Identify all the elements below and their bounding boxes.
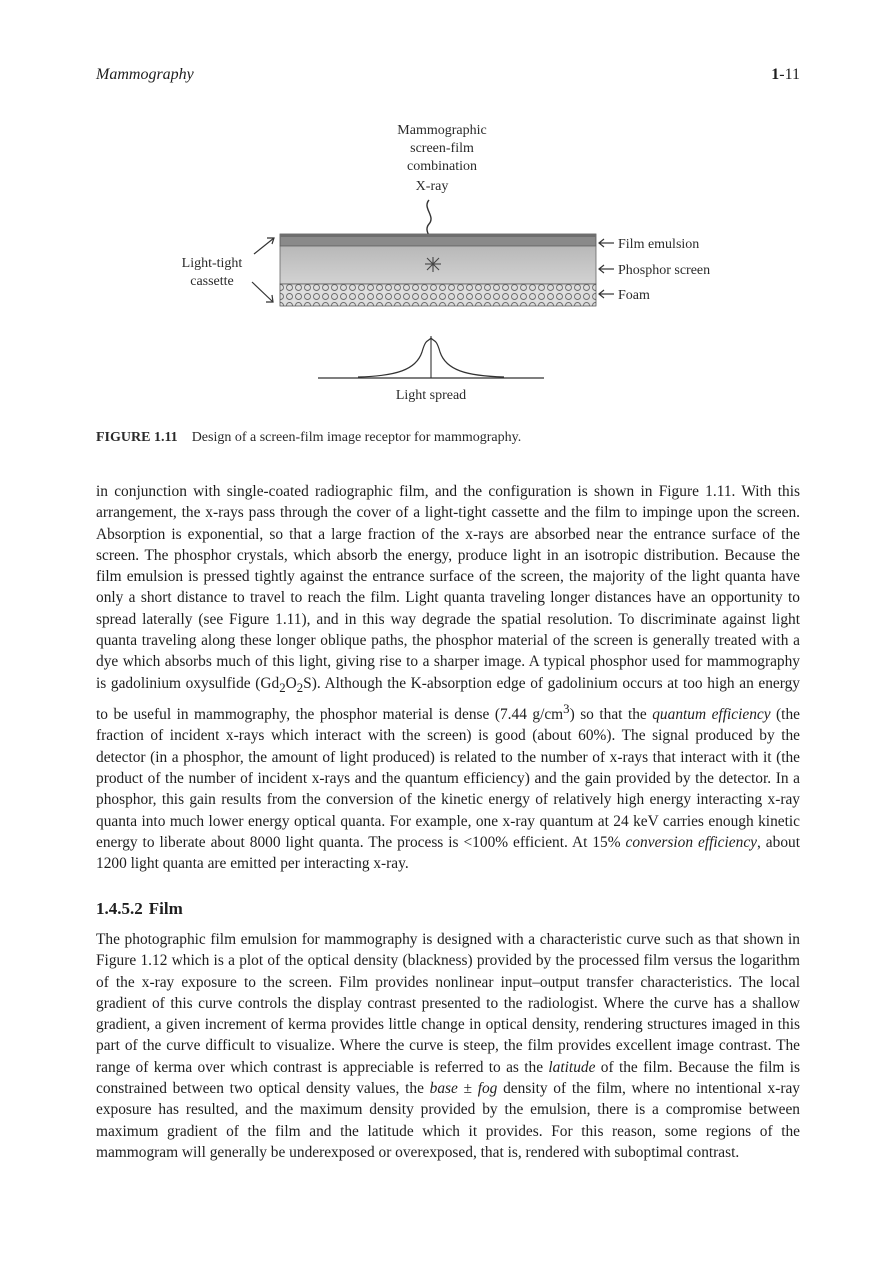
label-xray: X-ray <box>415 179 449 194</box>
label-screen-film-combination: Mammographic screen-film combination <box>397 123 487 174</box>
label-foam: Foam <box>618 288 650 303</box>
figure-1-11 <box>96 112 800 452</box>
label-light-spread: Light spread <box>395 388 467 403</box>
page-number <box>771 66 800 84</box>
cassette-pointer-top <box>254 238 274 254</box>
label-light-tight-cassette: Light-tight cassette <box>181 256 243 289</box>
page-chapter: 1 <box>771 66 780 83</box>
section-number: 1.4.5.2 <box>96 899 143 918</box>
term-quantum-efficiency: quantum efficiency <box>652 706 771 724</box>
label-film-emulsion: Film emulsion <box>618 237 700 252</box>
foam-layer <box>280 284 596 306</box>
figure-caption <box>96 430 800 446</box>
running-head <box>96 66 800 88</box>
section-title: Film <box>148 899 183 918</box>
caption-text: Design of a screen-film image receptor for mammography. <box>191 430 522 445</box>
label-phosphor-screen: Phosphor screen <box>618 263 711 278</box>
body-paragraph-2: The photographic film emulsion for mammography is designed with a characteristic curve such as that shown in Figure 1.12 which is a plot of the optical density (blackness) provided by the processed film versus the logarithm of the x-ray exposure to the screen. Film provides nonlinear input–output transfer characteristics. The local gradient of this curve controls the display contrast presented to the radiologist. Where the curve has a shallow gradient, a given increment of kerma provides little change in optical density, rendering structures imaged in this part of the curve difficult to visualize. Where the curve is steep, the film provides excellent image contrast. The range of kerma over which contrast is appreciable is referred to as the latitude of the film. Because the film is constrained between two optical density values, the base ± fog density of the film, where no intentional x-ray exposure has resulted, and the maximum density provided by the emulsion, there is a compromise between maximum gradient of the film and the latitude which it provides. For this reason, some regions of the mammogram will generally be underexposed or overexposed, that is, rendered with suboptimal contrast. <box>96 931 800 1161</box>
running-head-title: Mammography <box>96 66 194 83</box>
caption-number: FIGURE 1.11 <box>96 430 178 445</box>
body-paragraph-1: in conjunction with single-coated radiographic film, and the configuration is shown in Figure 1.11. With this arrangement, the x-rays pass through the cover of a light-tight cassette and the film to impinge upon the screen. Absorption is exponential, so that a large fraction of the x-rays are absorbed near the entrance surface of the screen. The phosphor crystals, which absorb the energy, produce light in an isotropic distribution. Because the film emulsion is pressed tightly against the entrance surface of the screen, the majority of the light quanta have only a short distance to travel to reach the film. Light quanta traveling longer distances have an opportunity to spread laterally (see Figure 1.11), and in this way degrade the spatial resolution. To discriminate against light quanta traveling along these longer oblique paths, the phosphor material of the screen is generally treated with a dye which absorbs much of this light, giving rise to a sharper image. A typical phosphor used for mammography is gadolinium oxysulfide $(Gd_2O_2S)$. Although the K-absorption edge of gadolinium occurs at too high an energy to be useful in mammography, the phosphor material is dense (7.44 $g/cm^3$) so that the quantum efficiency (the fraction of incident x-rays which interact with the screen) is good (about 60%). The signal produced by the detector (in a phosphor, the amount of light produced) is related to the number of x-rays that interact with it (the product of the number of incident x-rays and the quantum efficiency) and the gain provided by the detector. In a phosphor, this gain results from the conversion of the kinetic energy of relatively high energy interacting x-ray quanta into much lower energy optical quanta. For example, one x-ray quantum at 24 keV carries enough kinetic energy to liberate about 8000 light quanta. The process is <100% efficient. At 15% conversion efficiency, about 1200 light quanta are emitted per interacting x-ray. <box>96 483 801 873</box>
page-number-value: -11 <box>779 66 800 83</box>
term-conversion-efficiency: conversion efficiency <box>625 833 757 851</box>
term-latitude: latitude <box>548 1058 596 1076</box>
label-arrows <box>599 239 614 298</box>
term-base-fog: base ± fog <box>429 1080 498 1098</box>
phosphor-screen-layer <box>280 246 596 284</box>
section-heading <box>96 899 800 919</box>
